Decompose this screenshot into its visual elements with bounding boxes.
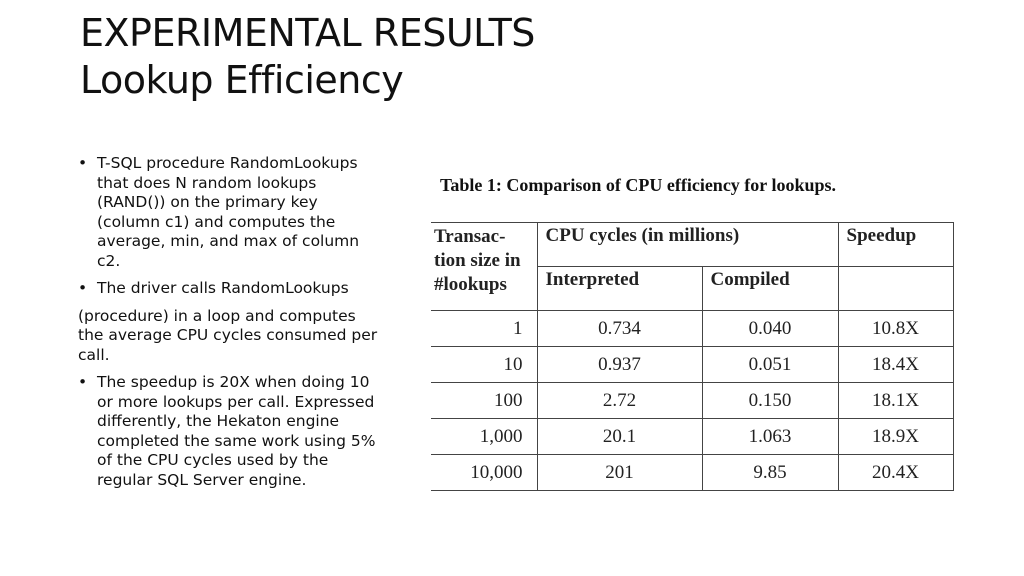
table-row bbox=[431, 419, 953, 455]
cell-compiled: 9.85 bbox=[702, 455, 838, 491]
header-compiled: Compiled bbox=[702, 267, 838, 311]
cell-size: 10 bbox=[431, 347, 537, 383]
header-cpu-cycles: CPU cycles (in millions) bbox=[537, 223, 838, 267]
cell-size: 10,000 bbox=[431, 455, 537, 491]
cell-size: 1,000 bbox=[431, 419, 537, 455]
header-interpreted: Interpreted bbox=[537, 267, 702, 311]
table-row bbox=[431, 347, 953, 383]
cell-interpreted: 20.1 bbox=[537, 419, 702, 455]
table-row bbox=[431, 311, 953, 347]
cell-speedup: 18.1X bbox=[838, 383, 953, 419]
bullet-item bbox=[78, 154, 383, 271]
cell-speedup: 18.4X bbox=[838, 347, 953, 383]
header-speedup: Speedup bbox=[838, 223, 953, 267]
bullet-dot-icon: • bbox=[78, 279, 88, 297]
cell-compiled: 0.051 bbox=[702, 347, 838, 383]
bullet-text: The driver calls RandomLookups bbox=[97, 279, 349, 297]
cell-interpreted: 201 bbox=[537, 455, 702, 491]
bullet-text: The speedup is 20X when doing 10 or more lookups per call. Expressed differently, the Hekaton engine completed the same work using 5% of the CPU cycles used by the regular SQL Server engine. bbox=[97, 373, 376, 489]
bullet-list bbox=[78, 154, 383, 498]
table-caption: Table 1: Comparison of CPU efficiency for lookups. bbox=[440, 175, 836, 195]
cell-speedup: 10.8X bbox=[838, 311, 953, 347]
cpu-efficiency-table bbox=[431, 222, 954, 491]
table-row bbox=[431, 383, 953, 419]
cell-size: 1 bbox=[431, 311, 537, 347]
bullet-dot-icon: • bbox=[78, 154, 88, 172]
cell-interpreted: 0.937 bbox=[537, 347, 702, 383]
cell-interpreted: 2.72 bbox=[537, 383, 702, 419]
bullet-dot-icon: • bbox=[78, 373, 88, 391]
cell-compiled: 0.040 bbox=[702, 311, 838, 347]
table-row bbox=[431, 455, 953, 491]
paragraph-text: (procedure) in a loop and computes the average CPU cycles consumed per call. bbox=[78, 306, 378, 364]
cell-interpreted: 0.734 bbox=[537, 311, 702, 347]
cell-speedup: 20.4X bbox=[838, 455, 953, 491]
cell-compiled: 0.150 bbox=[702, 383, 838, 419]
slide-title-line-2: Lookup Efficiency bbox=[80, 58, 404, 102]
header-transaction-size: Transac- tion size in #lookups bbox=[431, 223, 537, 311]
cell-size: 100 bbox=[431, 383, 537, 419]
bullet-item bbox=[78, 373, 383, 490]
bullet-item bbox=[78, 279, 383, 299]
table-header-row bbox=[431, 223, 953, 267]
slide-title bbox=[80, 10, 535, 104]
header-empty bbox=[838, 267, 953, 311]
bullet-text: T-SQL procedure RandomLookups that does N random lookups (RAND()) on the primary key (column c1) and computes the average, min, and max of column c2. bbox=[97, 154, 360, 270]
cell-speedup: 18.9X bbox=[838, 419, 953, 455]
slide-title-line-1: EXPERIMENTAL RESULTS bbox=[80, 11, 535, 55]
cell-compiled: 1.063 bbox=[702, 419, 838, 455]
